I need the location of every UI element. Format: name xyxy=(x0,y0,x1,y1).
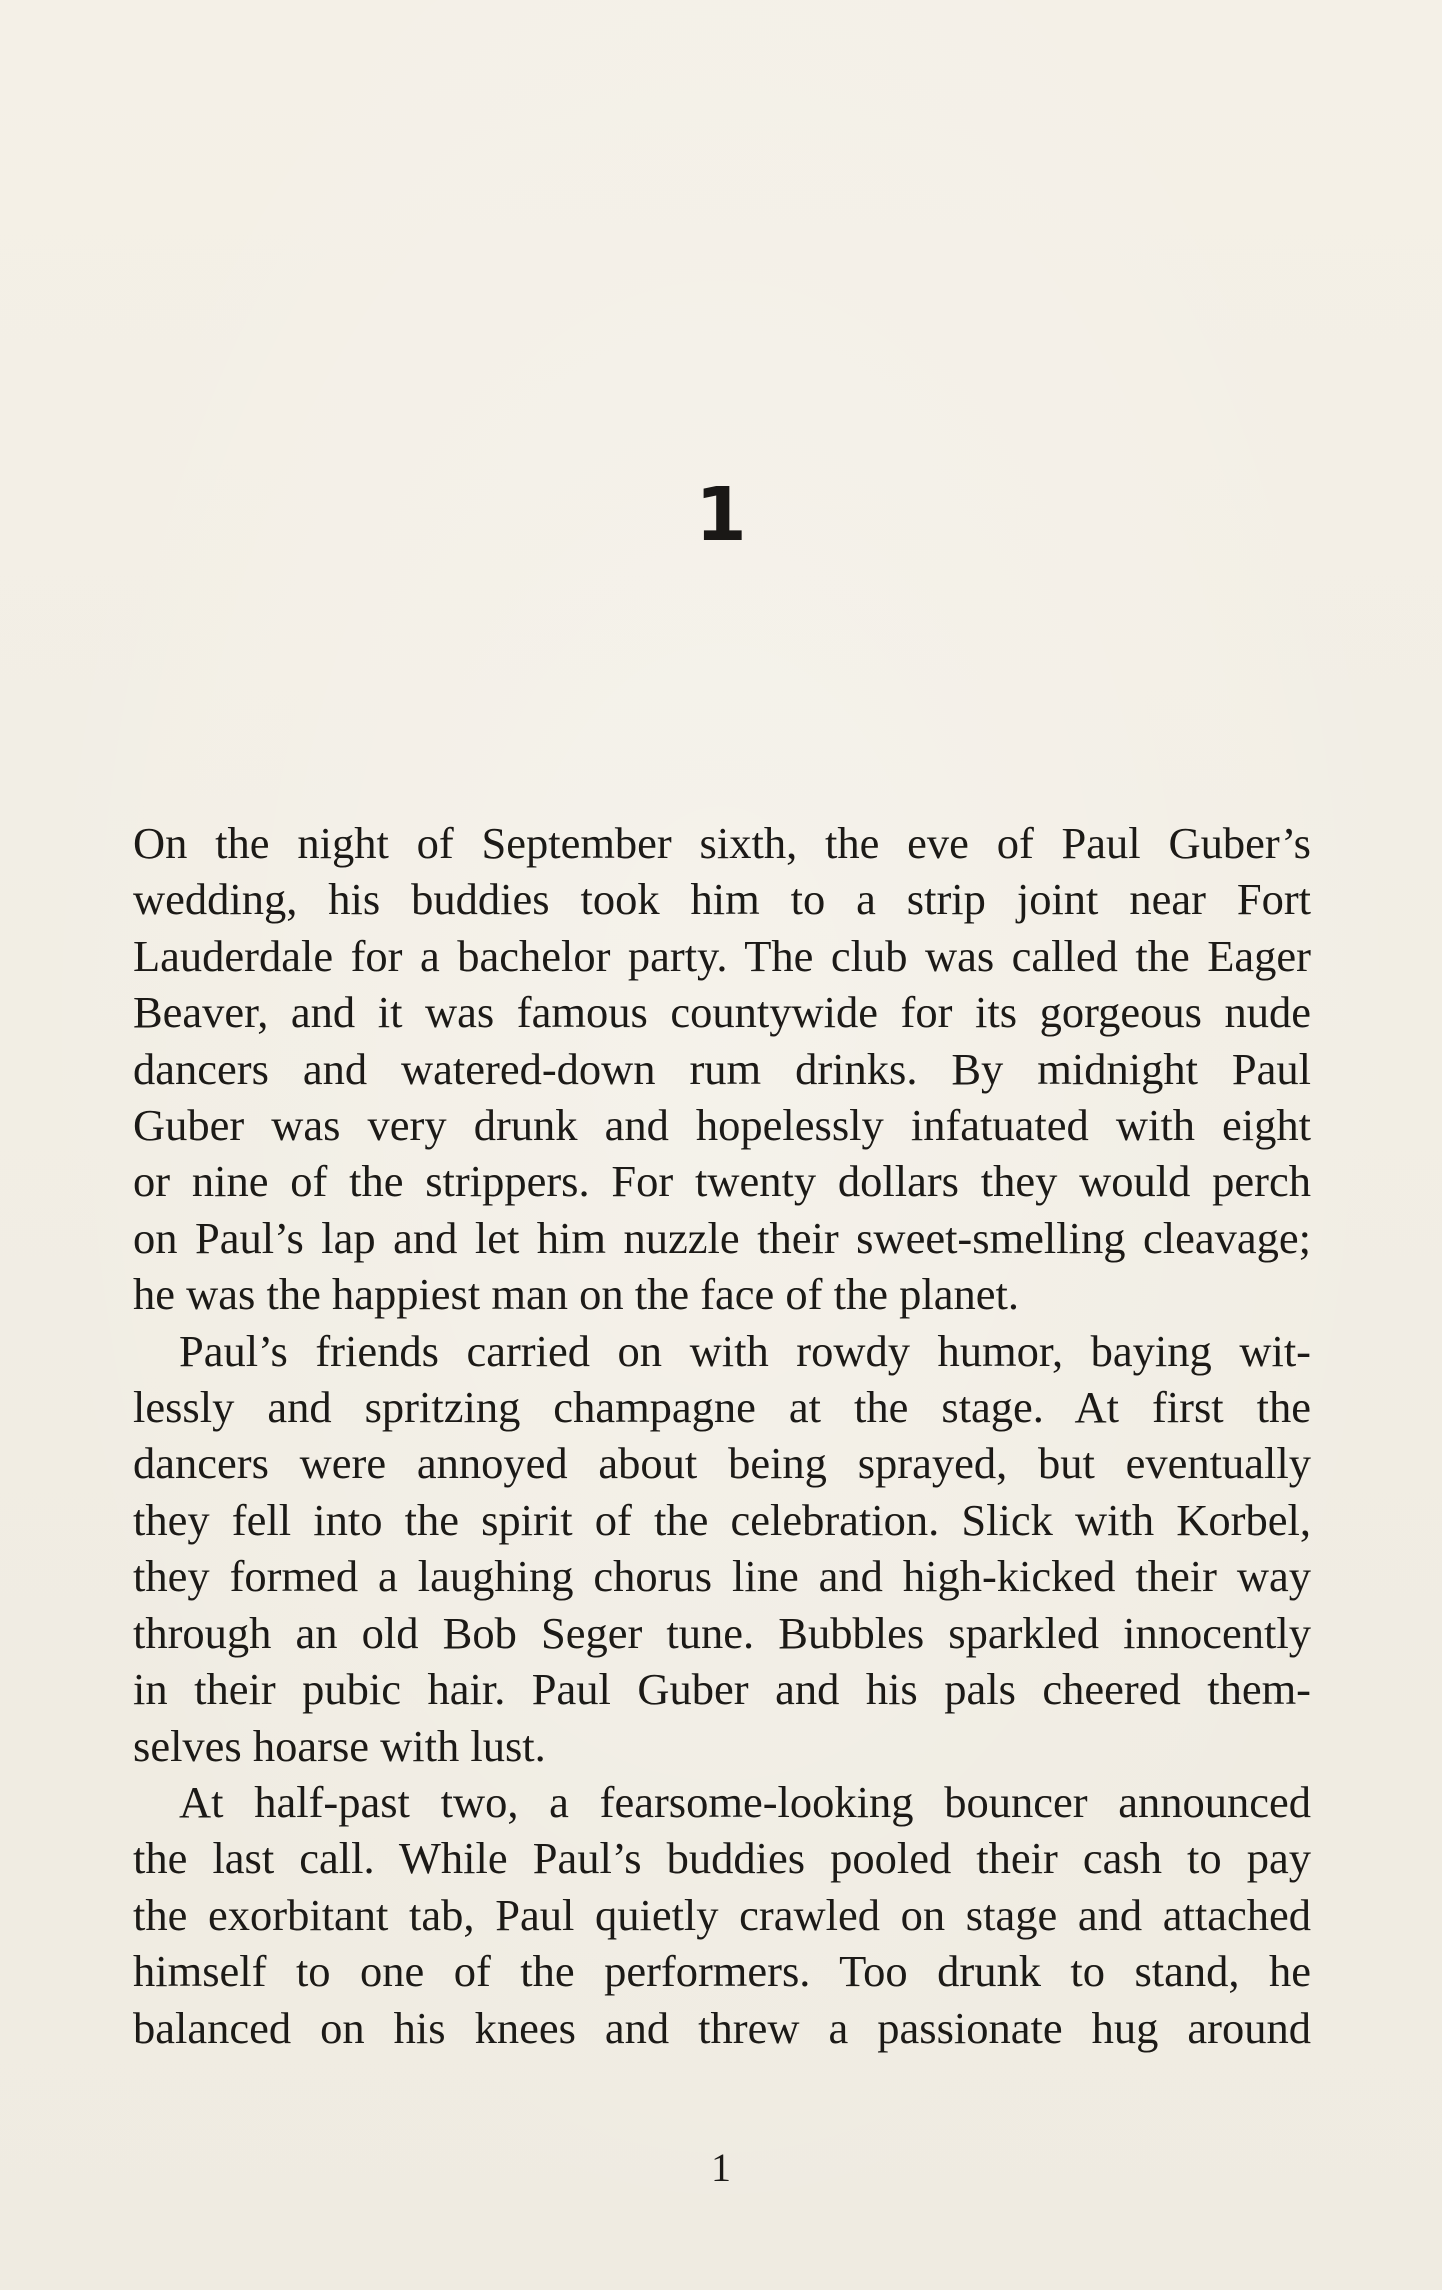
text-line: they formed a laughing chorus line and high-kicked their way xyxy=(133,1551,1311,1602)
text-line: dancers were annoyed about being sprayed, but eventually xyxy=(133,1438,1311,1489)
text-line: Paul’s friends carried on with rowdy humor, baying wit- xyxy=(179,1325,1311,1376)
text-line: himself to one of the performers. Too drunk to stand, he xyxy=(133,1946,1311,1997)
text-line: Lauderdale for a bachelor party. The club was called the Eager xyxy=(133,930,1311,981)
text-line: Beaver, and it was famous countywide for its gorgeous nude xyxy=(133,987,1311,1038)
text-line: selves hoarse with lust. xyxy=(133,1720,546,1771)
chapter-number: 1 xyxy=(695,472,747,558)
text-line: he was the happiest man on the face of the planet. xyxy=(133,1269,1019,1320)
page-number: 1 xyxy=(711,2145,731,2190)
text-line: lessly and spritzing champagne at the stage. At first the xyxy=(133,1382,1311,1433)
text-line: the exorbitant tab, Paul quietly crawled on stage and attached xyxy=(133,1889,1311,1940)
text-line: Guber was very drunk and hopelessly infatuated with eight xyxy=(133,1100,1311,1151)
text-line: in their pubic hair. Paul Guber and his pals cheered them- xyxy=(133,1664,1311,1715)
text-line: At half-past two, a fearsome-looking bouncer announced xyxy=(179,1776,1311,1827)
text-line: the last call. While Paul’s buddies pooled their cash to pay xyxy=(133,1833,1311,1884)
text-line: on Paul’s lap and let him nuzzle their sweet-smelling cleavage; xyxy=(133,1212,1311,1263)
paragraph-2 xyxy=(133,1323,1311,1774)
text-line: wedding, his buddies took him to a strip joint near Fort xyxy=(133,874,1311,925)
paragraph-3 xyxy=(133,1774,1311,2056)
text-line: through an old Bob Seger tune. Bubbles sparkled innocently xyxy=(133,1607,1311,1658)
text-line: they fell into the spirit of the celebration. Slick with Korbel, xyxy=(133,1494,1311,1545)
body-text xyxy=(133,815,1311,2056)
text-line: or nine of the strippers. For twenty dollars they would perch xyxy=(133,1156,1311,1207)
paragraph-1 xyxy=(133,815,1311,1323)
text-line: balanced on his knees and threw a passionate hug around xyxy=(133,2002,1311,2053)
text-line: On the night of September sixth, the eve of Paul Guber’s xyxy=(133,818,1311,868)
text-line: dancers and watered-down rum drinks. By midnight Paul xyxy=(133,1043,1311,1094)
